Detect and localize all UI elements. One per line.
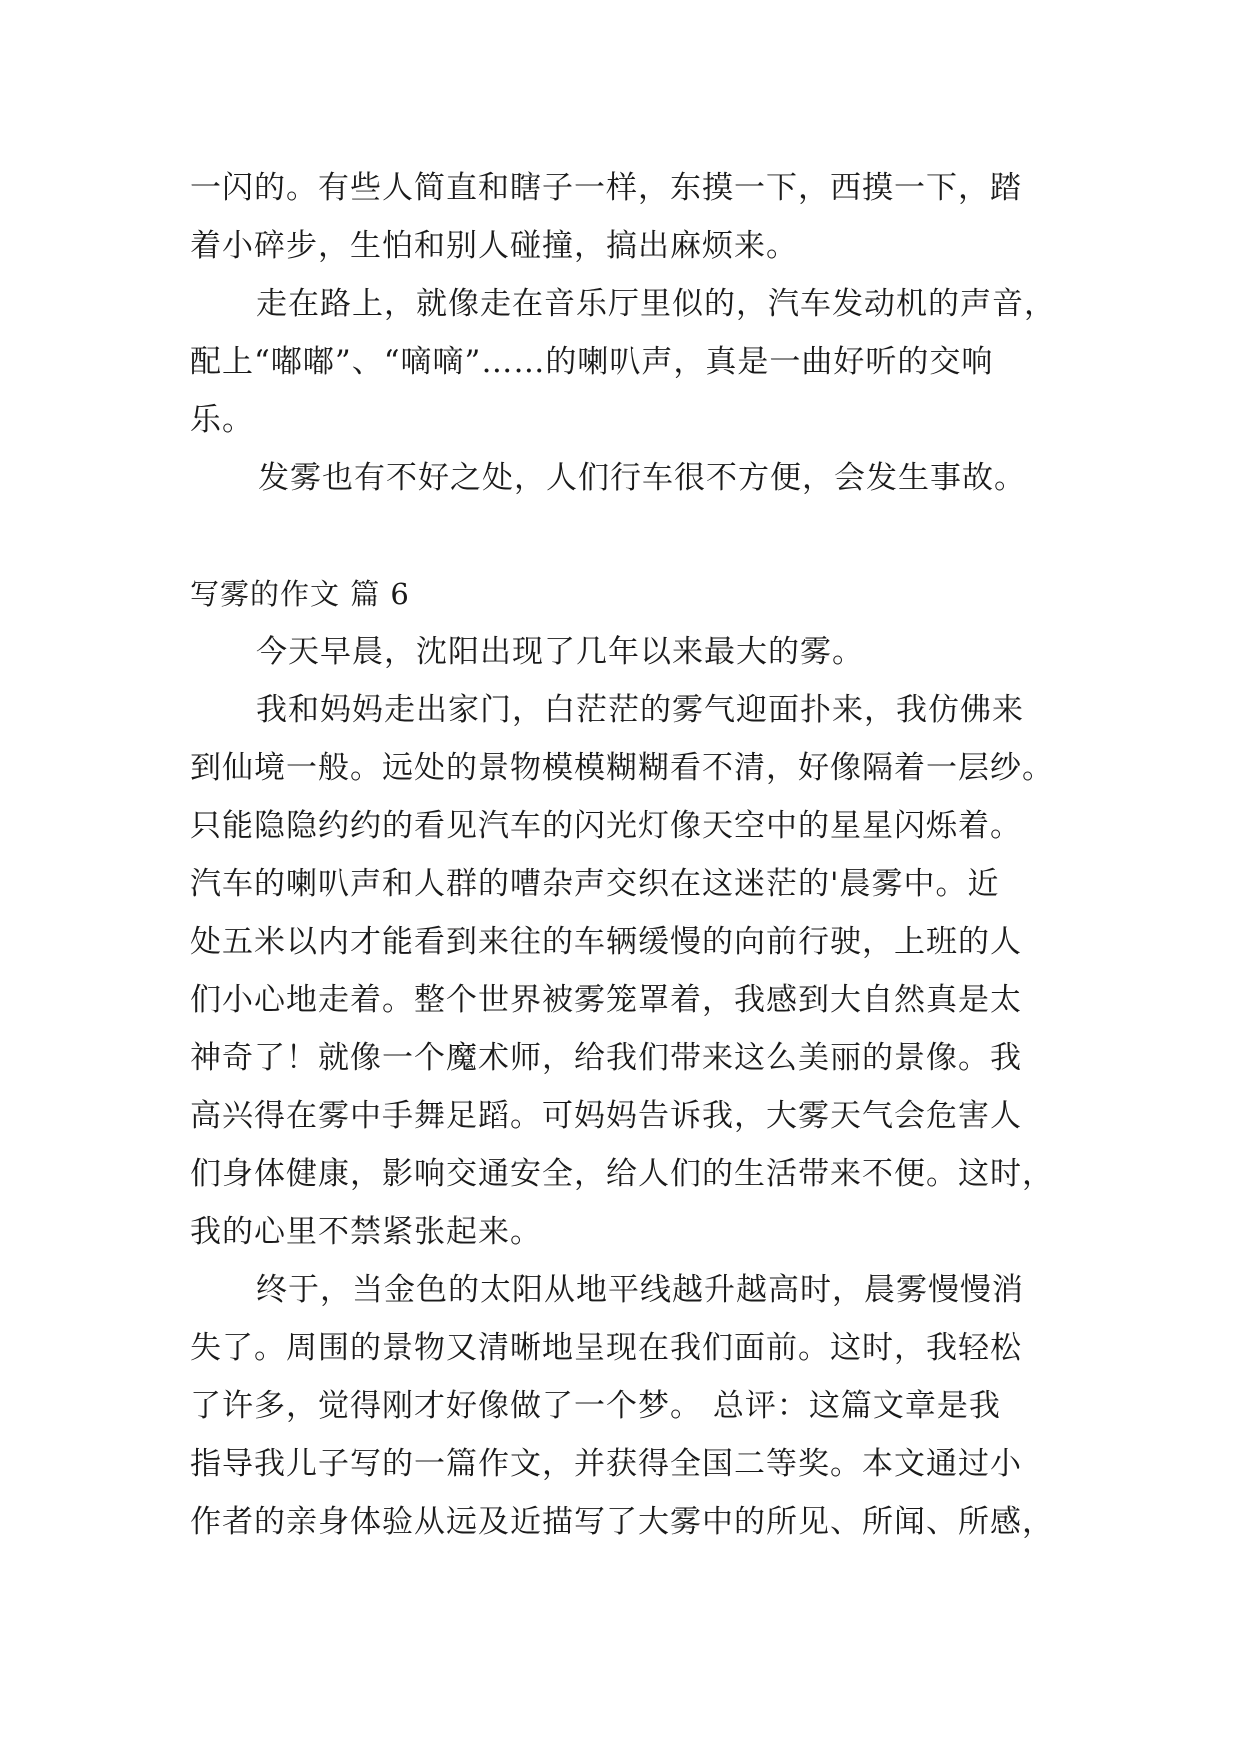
paragraph-line: 今天早晨，沈阳出现了几年以来最大的雾。 [256, 634, 864, 670]
paragraph-line: 到仙境一般。远处的景物模模糊糊看不清，好像隔着一层纱。 [190, 750, 1054, 786]
section-heading: 写雾的作文 篇 6 [190, 577, 410, 611]
paragraph-line: 神奇了！就像一个魔术师，给我们带来这么美丽的景像。我 [190, 1040, 1022, 1076]
paragraph-line: 汽车的喇叭声和人群的嘈杂声交织在这迷茫的'晨雾中。近 [190, 866, 1000, 902]
paragraph-line: 配上“嘟嘟”、“嘀嘀”……的喇叭声，真是一曲好听的交响 [190, 344, 994, 380]
paragraph-line: 我的心里不禁紧张起来。 [190, 1214, 542, 1250]
paragraph-line: 发雾也有不好之处，人们行车很不方便，会发生事故。 [258, 460, 1026, 496]
paragraph-line: 乐。 [190, 402, 254, 438]
paragraph-line: 指导我儿子写的一篇作文，并获得全国二等奖。本文通过小 [190, 1446, 1022, 1482]
paragraph-line: 一闪的。有些人简直和瞎子一样，东摸一下，西摸一下，踏 [190, 170, 1022, 206]
paragraph-line: 高兴得在雾中手舞足蹈。可妈妈告诉我，大雾天气会危害人 [190, 1098, 1022, 1134]
paragraph-line: 终于，当金色的太阳从地平线越升越高时，晨雾慢慢消 [256, 1272, 1024, 1308]
paragraph-line: 着小碎步，生怕和别人碰撞，搞出麻烦来。 [190, 228, 798, 264]
paragraph-line: 了许多，觉得刚才好像做了一个梦。 总评：这篇文章是我 [190, 1388, 1001, 1424]
paragraph-line: 们小心地走着。整个世界被雾笼罩着，我感到大自然真是太 [190, 982, 1022, 1018]
paragraph-line: 我和妈妈走出家门，白茫茫的雾气迎面扑来，我仿佛来 [256, 692, 1024, 728]
paragraph-line: 作者的亲身体验从远及近描写了大雾中的所见、所闻、所感， [190, 1504, 1054, 1540]
paragraph-line: 处五米以内才能看到来往的车辆缓慢的向前行驶，上班的人 [190, 924, 1022, 960]
paragraph-line: 们身体健康，影响交通安全，给人们的生活带来不便。这时， [190, 1156, 1054, 1192]
paragraph-line: 走在路上，就像走在音乐厅里似的，汽车发动机的声音， [256, 286, 1056, 322]
paragraph-line: 失了。周围的景物又清晰地呈现在我们面前。这时，我轻松 [190, 1330, 1022, 1366]
paragraph-line: 只能隐隐约约的看见汽车的闪光灯像天空中的星星闪烁着。 [190, 808, 1022, 844]
